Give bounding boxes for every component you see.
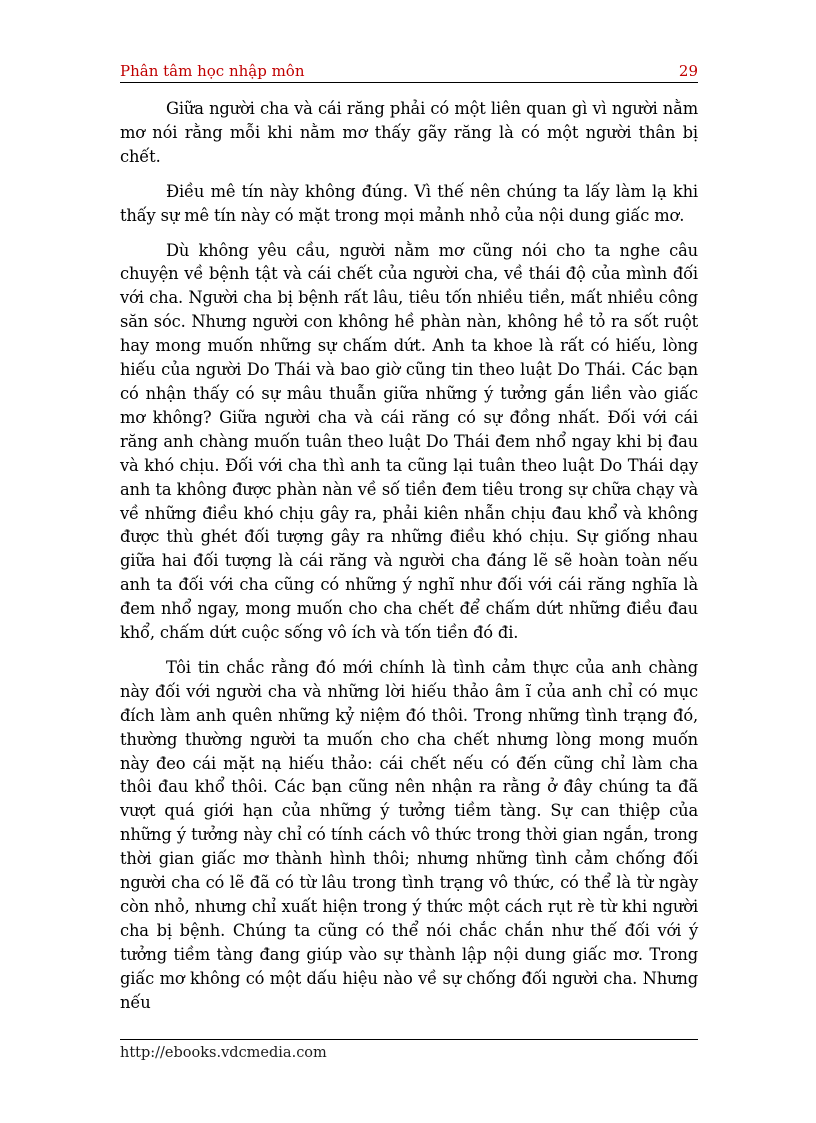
paragraph: Tôi tin chắc rằng đó mới chính là tình cảm thực của anh chàng này đối với người cha và những lời hiếu thảo âm ĩ của anh chỉ có mục đích làm anh quên những kỷ niệm đó thôi. Trong những tình trạng đó, thường thường người ta muốn cho cha chết nhưng lòng mong muốn này đeo cái mặt nạ hiếu thảo: cái chết nếu có đến cũng chỉ làm cha thôi đau khổ thôi. Các bạn cũng nên nhận ra rằng ở đây chúng ta đã vượt quá giới hạn của những ý tưởng tiềm tàng. Sự can thiệp của những ý tưởng này chỉ có tính cách vô thức trong thời gian ngắn, trong thời gian giấc mơ thành hình thôi; nhưng những tình cảm chống đối người cha có lẽ đã có từ lâu trong tình trạng vô thức, có thể là từ ngày còn nhỏ, nhưng chỉ xuất hiện trong ý thức một cách rụt rè từ khi người cha bị bệnh. Chúng ta cũng có thể nói chắc chắn như thế đối với ý tưởng tiềm tàng đang giúp vào sự thành lập nội dung giấc mơ. Trong giấc mơ không có một dấu hiệu nào về sự chống đối người cha. Nhưng nếu (120, 657, 698, 1012)
paragraph: Dù không yêu cầu, người nằm mơ cũng nói cho ta nghe câu chuyện về bệnh tật và cái chết của người cha, về thái độ của mình đối với cha. Người cha bị bệnh rất lâu, tiêu tốn nhiều tiền, mất nhiều công săn sóc. Nhưng người con không hề phàn nàn, không hề tỏ ra sốt ruột hay mong muốn những sự chấm dứt. Anh ta khoe là rất có hiếu, lòng hiếu của người Do Thái và bao giờ cũng tin theo luật Do Thái. Các bạn có nhận thấy có sự mâu thuẫn giữa những ý tưởng gắn liền vào giấc mơ không? Giữa người cha và cái răng có sự đồng nhất. Đối với cái răng anh chàng muốn tuân theo luật Do Thái đem nhổ ngay khi bị đau và khó chịu. Đối với cha thì anh ta cũng lại tuân theo luật Do Thái dạy anh ta không được phàn nàn về số tiền đem tiêu trong sự chữa chạy và về những điều khó chịu gây ra, phải kiên nhẫn chịu đau khổ và không được thù ghét đối tượng gây ra những điều khó chịu. Sự giống nhau giữa hai đối tượng là cái răng và người cha đáng lẽ sẽ hoàn toàn nếu anh ta đối với cha cũng có những ý nghĩ như đối với cái răng nghĩa là đem nhổ ngay, mong muốn cho cha chết để chấm dứt những điều đau khổ, chấm dứt cuộc sống vô ích và tốn tiền đó đi. (120, 240, 698, 643)
header-divider (120, 82, 698, 83)
body-text (120, 97, 698, 1026)
footer-divider (120, 1039, 698, 1040)
paragraph: Giữa người cha và cái răng phải có một liên quan gì vì người nằm mơ nói rằng mỗi khi nằm mơ thấy gãy răng là có một người thân bị chết. (120, 99, 698, 166)
book-title: Phân tâm học nhập môn (120, 62, 305, 80)
page-header (120, 62, 698, 82)
page-number: 29 (678, 62, 698, 80)
paragraph: Điều mê tín này không đúng. Vì thế nên chúng ta lấy làm lạ khi thấy sự mê tín này có mặt trong mọi mảnh nhỏ của nội dung giấc mơ. (120, 181, 698, 225)
footer-url[interactable]: http://ebooks.vdcmedia.com (120, 1045, 327, 1061)
